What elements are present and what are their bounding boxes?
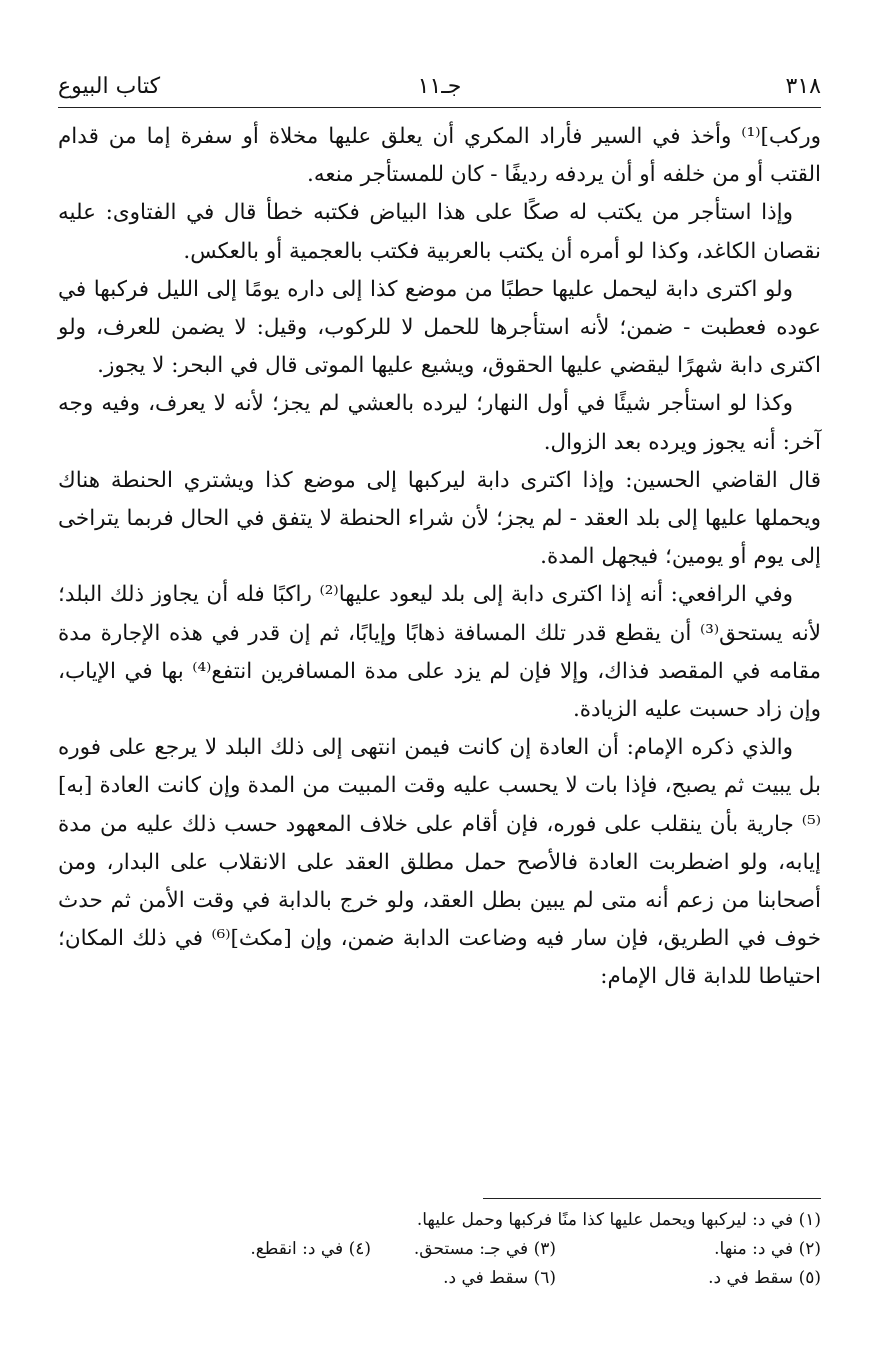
footnote-2: (٢) في د: منها.	[714, 1239, 821, 1259]
paragraph-1: وركب]⁽¹⁾ وأخذ في السير فأراد المكري أن يعلق عليها مخلاة أو سفرة إما من قدام القتب أو من خلفه أو أن يردفه رديفًا - كان للمستأجر منعه.	[58, 124, 821, 188]
main-text	[58, 118, 821, 997]
footnote-row	[58, 1264, 821, 1293]
footnote-6: (٦) سقط في د.	[443, 1268, 556, 1288]
running-header	[58, 70, 821, 104]
paragraph-4: وكذا لو استأجر شيئًا في أول النهار؛ ليرده بالعشي لم يجز؛ لأنه لا يعرف، وفيه وجه آخر: أنه يجوز ويرده بعد الزوال.	[58, 391, 821, 455]
book-title: كتاب البيوع	[58, 74, 161, 99]
footnote-1: (١) في د: ليركبها ويحمل عليها كذا منًا فركبها وحمل عليها.	[416, 1210, 821, 1230]
volume-number: جـ١١	[417, 74, 462, 99]
footnote-5: (٥) سقط في د.	[708, 1268, 821, 1288]
paragraph-6: وفي الرافعي: أنه إذا اكترى دابة إلى بلد ليعود عليها⁽²⁾ راكبًا فله أن يجاوز ذلك البلد؛ لأنه يستحق⁽³⁾ أن يقطع قدر تلك المسافة ذهابًا وإيابًا، ثم إن قدر في هذه الإجارة مدة مقامه في المقصد فذاك، وإلا فإن لم يزد على مدة المسافرين انتفع⁽⁴⁾ بها في الإياب، وإن زاد حسبت عليه الزيادة.	[58, 582, 821, 723]
footnote-4: (٤) في د: انقطع.	[250, 1239, 371, 1259]
footnote-row	[58, 1235, 821, 1264]
footnote-row	[58, 1206, 821, 1235]
paragraph-7: والذي ذكره الإمام: أن العادة إن كانت فيمن انتهى إلى ذلك البلد لا يرجع على فوره بل يبيت ثم يصبح، فإذا بات لا يحسب عليه وقت المبيت من المدة وإن كانت العادة [به]⁽⁵⁾ جارية بأن ينقلب على فوره، فإن أقام على خلاف المعهود حسب ذلك عليه من مدة إيابه، ولو اضطربت العادة فالأصح حمل مطلق العقد على الانقلاب على البدار، ومن أصحابنا من زعم أنه متى لم يبين بطل العقد، ولو خرج بالدابة في وقت الأمن ثم حدث خوف في الطريق، فإن سار فيه وضاعت الدابة ضمن، وإن [مكث]⁽⁶⁾ في ذلك المكان؛ احتياطا للدابة قال الإمام:	[58, 735, 822, 990]
paragraph-3: ولو اكترى دابة ليحمل عليها حطبًا من موضع كذا إلى داره يومًا إلى الليل فركبها في عوده فعطبت - ضمن؛ لأنه استأجرها للحمل لا للركوب، وقيل: لا يضمن للعرف، ولو اكترى دابة شهرًا ليقضي عليها الحقوق، ويشيع عليها الموتى قال في البحر: لا يجوز.	[58, 276, 821, 379]
footnotes	[58, 1206, 821, 1293]
header-divider	[58, 107, 821, 108]
page-number: ٣١٨	[785, 74, 821, 99]
paragraph-2: وإذا استأجر من يكتب له صكًا على هذا البياض فكتبه خطأ قال في الفتاوى: عليه نقصان الكاغد، وكذا لو أمره أن يكتب بالعربية فكتب بالعجمية أو بالعكس.	[58, 200, 821, 264]
paragraph-5: قال القاضي الحسين: وإذا اكترى دابة ليركبها إلى موضع كذا ويشتري الحنطة هناك ويحملها عليها إلى بلد العقد - لم يجز؛ لأن شراء الحنطة لا يتفق في الحال فربما يتراخى إلى يوم أو يومين؛ فيجهل المدة.	[58, 467, 821, 570]
footnote-3: (٣) في جـ: مستحق.	[413, 1239, 556, 1259]
footnote-divider	[483, 1198, 821, 1199]
